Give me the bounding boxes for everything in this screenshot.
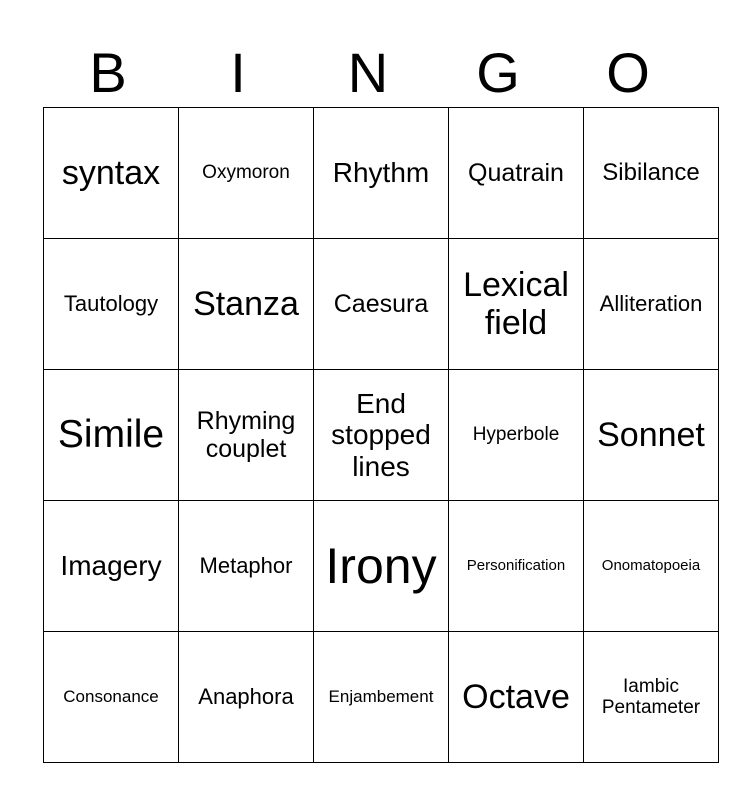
bingo-cell: Quatrain bbox=[449, 108, 584, 239]
bingo-row bbox=[44, 501, 719, 632]
bingo-cell: Sonnet bbox=[584, 370, 719, 501]
bingo-cell: Hyperbole bbox=[449, 370, 584, 501]
bingo-cell: Lexical field bbox=[449, 239, 584, 370]
bingo-card-grid bbox=[43, 107, 719, 763]
bingo-cell: Caesura bbox=[314, 239, 449, 370]
bingo-row bbox=[44, 108, 719, 239]
bingo-cell: Irony bbox=[314, 501, 449, 632]
bingo-cell: Oxymoron bbox=[179, 108, 314, 239]
bingo-cell: Onomatopoeia bbox=[584, 501, 719, 632]
header-letter-o: O bbox=[606, 41, 650, 104]
bingo-row bbox=[44, 370, 719, 501]
bingo-cell: Rhyming couplet bbox=[179, 370, 314, 501]
bingo-header bbox=[43, 38, 693, 108]
header-letter-b: B bbox=[89, 41, 127, 104]
bingo-row bbox=[44, 632, 719, 763]
bingo-cell: Stanza bbox=[179, 239, 314, 370]
bingo-cell: Rhythm bbox=[314, 108, 449, 239]
bingo-cell: Iambic Pentameter bbox=[584, 632, 719, 763]
bingo-cell: Octave bbox=[449, 632, 584, 763]
bingo-cell: syntax bbox=[44, 108, 179, 239]
bingo-cell: Metaphor bbox=[179, 501, 314, 632]
bingo-cell: Sibilance bbox=[584, 108, 719, 239]
bingo-cell: Simile bbox=[44, 370, 179, 501]
header-letter-i: I bbox=[230, 41, 246, 104]
bingo-cell: Personification bbox=[449, 501, 584, 632]
bingo-cell: Imagery bbox=[44, 501, 179, 632]
bingo-cell: Tautology bbox=[44, 239, 179, 370]
bingo-cell: Alliteration bbox=[584, 239, 719, 370]
bingo-cell: Anaphora bbox=[179, 632, 314, 763]
header-letter-n: N bbox=[347, 41, 389, 104]
header-letter-g: G bbox=[476, 41, 520, 104]
bingo-cell: Enjambement bbox=[314, 632, 449, 763]
bingo-row bbox=[44, 239, 719, 370]
bingo-cell: Consonance bbox=[44, 632, 179, 763]
bingo-cell: End stopped lines bbox=[314, 370, 449, 501]
